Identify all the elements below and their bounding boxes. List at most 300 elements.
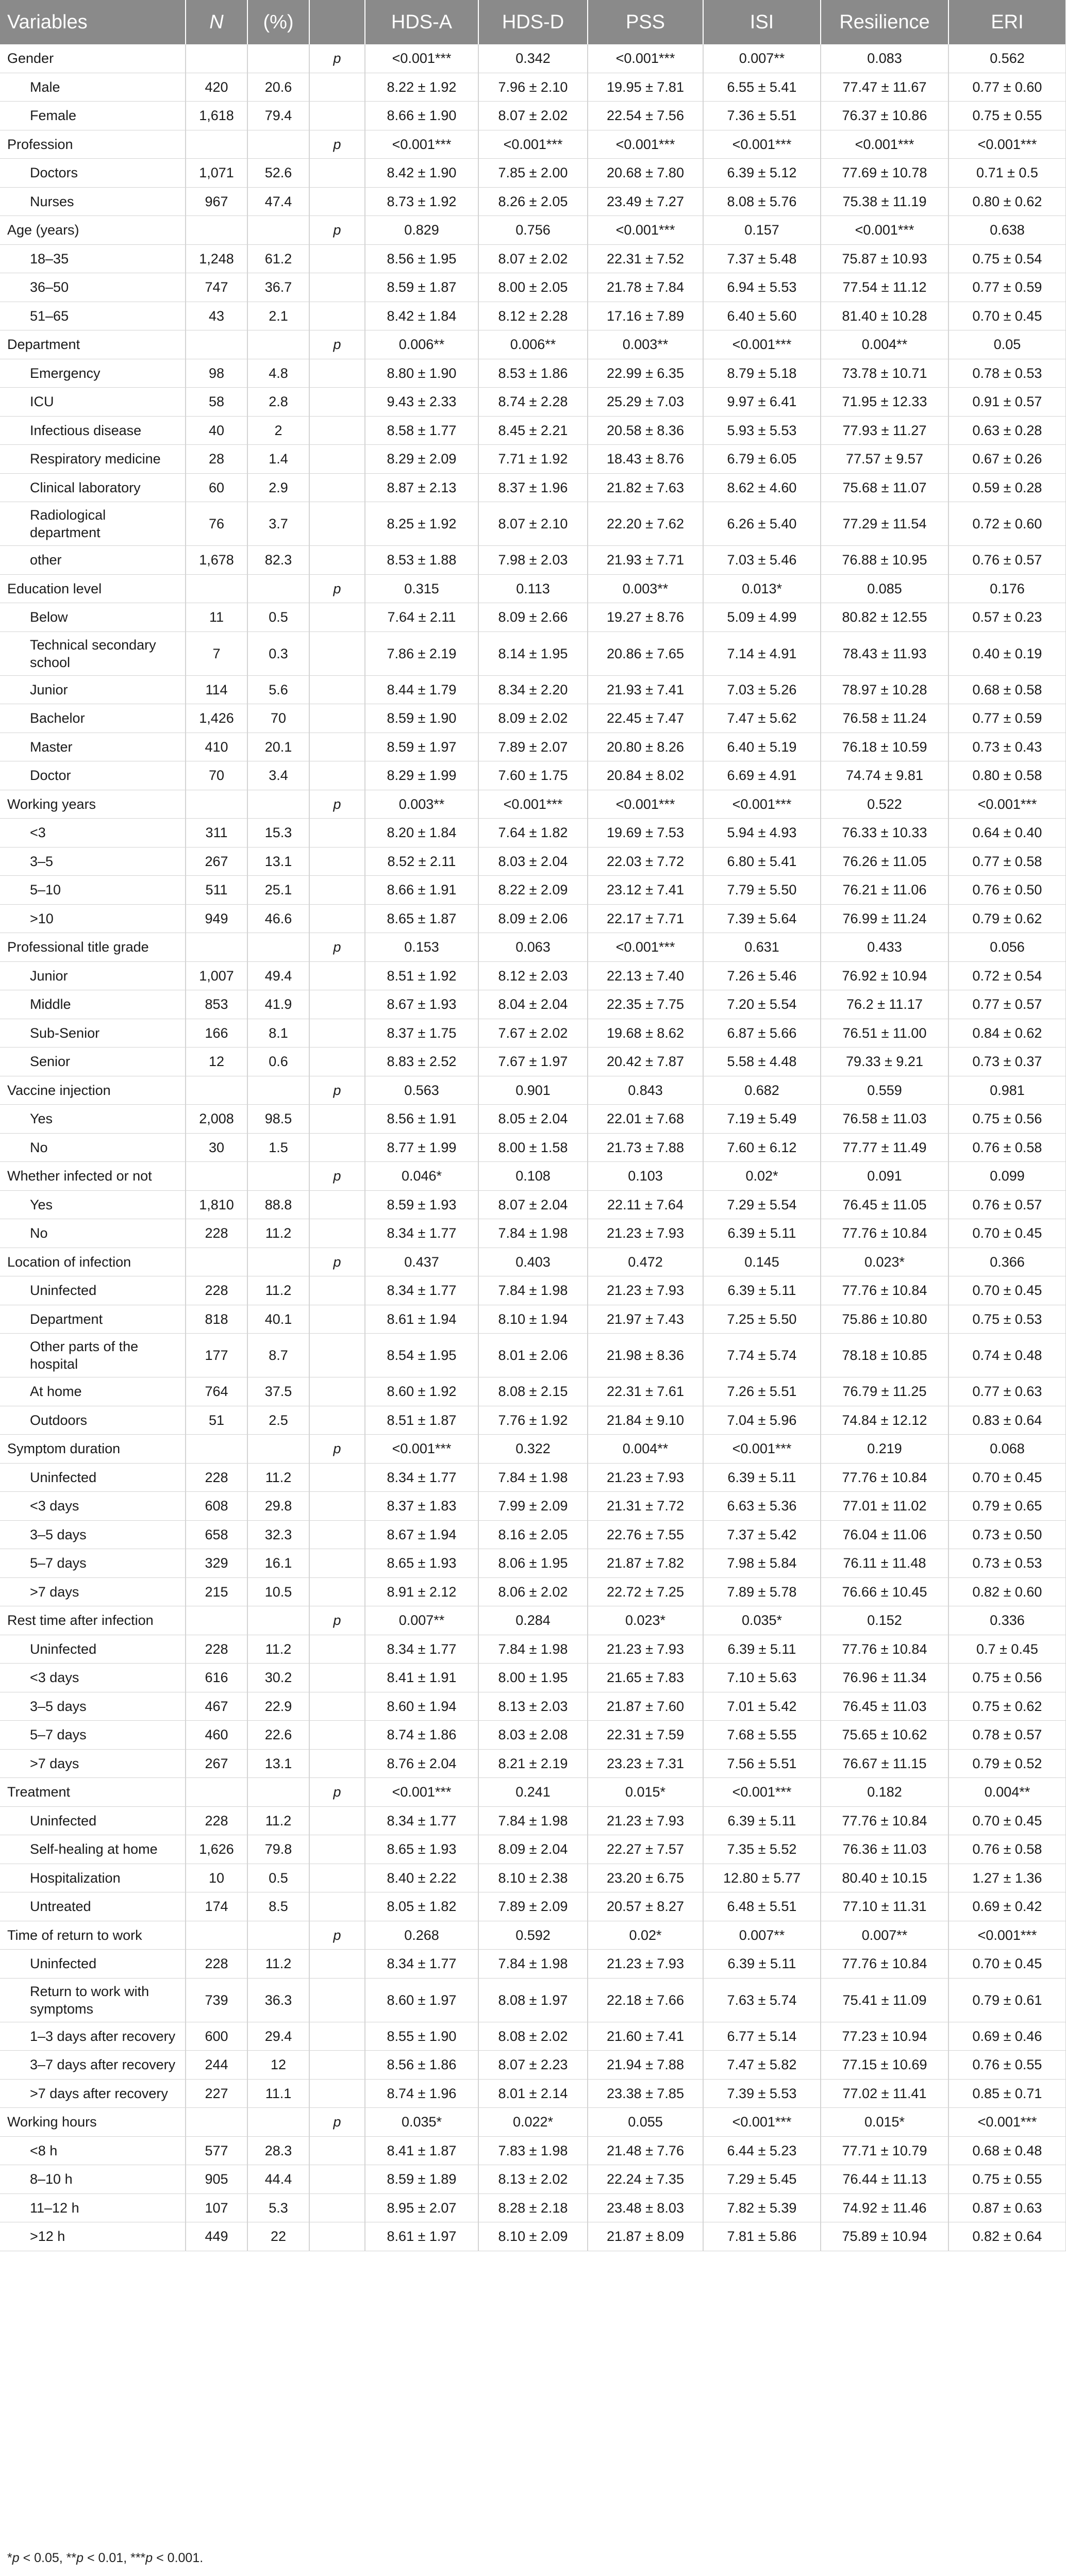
cell-hds-d: 8.01 ± 2.14 (478, 2079, 588, 2108)
cell-resilience: 74.74 ± 9.81 (821, 761, 948, 790)
cell-eri: 0.75 ± 0.56 (948, 1664, 1066, 1692)
cell-hds-a: 8.59 ± 1.97 (365, 733, 478, 761)
cell-resilience: 80.82 ± 12.55 (821, 603, 948, 632)
cell-hds-d: 8.00 ± 1.95 (478, 1664, 588, 1692)
cell-eri: 0.73 ± 0.43 (948, 733, 1066, 761)
row-label: >7 days after recovery (0, 2079, 186, 2108)
cell-n: 1,626 (186, 1835, 247, 1864)
cell-hds-d: 7.84 ± 1.98 (478, 1219, 588, 1248)
cell-n (186, 1248, 247, 1276)
table-row (0, 1219, 1066, 1248)
cell-p-marker (309, 2193, 365, 2222)
cell-resilience: 76.37 ± 10.86 (821, 102, 948, 130)
table-row (0, 273, 1066, 302)
cell-p-marker: p (309, 1076, 365, 1105)
cell-eri: 0.63 ± 0.28 (948, 416, 1066, 445)
cell-hds-d: 8.07 ± 2.04 (478, 1190, 588, 1219)
cell-p-marker (309, 502, 365, 546)
header-eri: ERI (948, 0, 1066, 44)
cell-resilience: 77.76 ± 10.84 (821, 1950, 948, 1979)
cell-resilience: 78.97 ± 10.28 (821, 675, 948, 704)
cell-hds-d: 8.74 ± 2.28 (478, 388, 588, 417)
cell-eri: 0.7 ± 0.45 (948, 1635, 1066, 1664)
cell-resilience: 76.04 ± 11.06 (821, 1520, 948, 1549)
cell-isi: 7.47 ± 5.62 (703, 704, 821, 733)
row-label: Yes (0, 1105, 186, 1134)
table-row (0, 904, 1066, 933)
table-row (0, 1492, 1066, 1521)
cell-n: 10 (186, 1864, 247, 1892)
cell-n: 967 (186, 187, 247, 216)
cell-p-marker (309, 73, 365, 102)
cell-hds-d: 8.26 ± 2.05 (478, 187, 588, 216)
cell-p-marker (309, 1721, 365, 1750)
row-label: Rest time after infection (0, 1606, 186, 1635)
cell-eri: 0.78 ± 0.53 (948, 359, 1066, 388)
cell-hds-a: 8.77 ± 1.99 (365, 1133, 478, 1162)
cell-isi: 7.01 ± 5.42 (703, 1692, 821, 1721)
cell-percent: 8.1 (247, 1019, 309, 1048)
row-label: Gender (0, 44, 186, 73)
cell-p-marker (309, 1806, 365, 1835)
cell-p-marker: p (309, 130, 365, 159)
cell-isi: 6.94 ± 5.53 (703, 273, 821, 302)
cell-hds-d: 0.901 (478, 1076, 588, 1105)
table-row (0, 961, 1066, 990)
cell-p-marker (309, 1334, 365, 1377)
cell-pss: 0.843 (588, 1076, 703, 1105)
cell-percent: 79.4 (247, 102, 309, 130)
cell-percent: 61.2 (247, 244, 309, 273)
cell-hds-d: 8.01 ± 2.06 (478, 1334, 588, 1377)
cell-percent: 0.3 (247, 631, 309, 675)
cell-percent: 5.6 (247, 675, 309, 704)
cell-eri: 0.40 ± 0.19 (948, 631, 1066, 675)
row-label: Education level (0, 574, 186, 603)
cell-hds-a: 8.37 ± 1.83 (365, 1492, 478, 1521)
table-row (0, 1305, 1066, 1334)
cell-p-marker: p (309, 216, 365, 245)
cell-n: 1,007 (186, 961, 247, 990)
cell-eri: 0.70 ± 0.45 (948, 1219, 1066, 1248)
cell-resilience: 76.18 ± 10.59 (821, 733, 948, 761)
cell-pss: 19.69 ± 7.53 (588, 819, 703, 847)
row-label: No (0, 1219, 186, 1248)
cell-eri: 0.70 ± 0.45 (948, 1950, 1066, 1979)
cell-n: 228 (186, 1276, 247, 1305)
table-row (0, 388, 1066, 417)
cell-n: 600 (186, 2022, 247, 2051)
cell-hds-a: 8.56 ± 1.95 (365, 244, 478, 273)
cell-isi: 0.02* (703, 1162, 821, 1191)
cell-percent: 47.4 (247, 187, 309, 216)
cell-pss: 21.60 ± 7.41 (588, 2022, 703, 2051)
cell-pss: 22.01 ± 7.68 (588, 1105, 703, 1134)
cell-hds-d: 8.13 ± 2.03 (478, 1692, 588, 1721)
cell-p-marker (309, 388, 365, 417)
cell-hds-a: 8.56 ± 1.91 (365, 1105, 478, 1134)
row-label: Bachelor (0, 704, 186, 733)
cell-isi: 7.04 ± 5.96 (703, 1406, 821, 1435)
cell-eri: 0.76 ± 0.57 (948, 1190, 1066, 1219)
cell-percent: 1.5 (247, 1133, 309, 1162)
cell-resilience: <0.001*** (821, 216, 948, 245)
cell-hds-d: 8.34 ± 2.20 (478, 675, 588, 704)
cell-n: 577 (186, 2136, 247, 2165)
cell-resilience: 74.92 ± 11.46 (821, 2193, 948, 2222)
cell-hds-d: 7.89 ± 2.09 (478, 1892, 588, 1921)
cell-hds-d: 7.96 ± 2.10 (478, 73, 588, 102)
cell-hds-a: 8.74 ± 1.96 (365, 2079, 478, 2108)
cell-p-marker (309, 761, 365, 790)
cell-eri: 0.76 ± 0.55 (948, 2051, 1066, 2080)
row-label: 36–50 (0, 273, 186, 302)
cell-pss: 0.103 (588, 1162, 703, 1191)
cell-isi: 6.39 ± 5.11 (703, 1806, 821, 1835)
cell-percent: 3.4 (247, 761, 309, 790)
cell-isi: 6.79 ± 6.05 (703, 445, 821, 474)
cell-eri: 0.69 ± 0.42 (948, 1892, 1066, 1921)
table-row (0, 2051, 1066, 2080)
cell-eri: 0.77 ± 0.59 (948, 273, 1066, 302)
cell-isi: 7.03 ± 5.26 (703, 675, 821, 704)
table-row (0, 876, 1066, 905)
cell-percent: 1.4 (247, 445, 309, 474)
cell-resilience: 76.45 ± 11.05 (821, 1190, 948, 1219)
cell-eri: 0.056 (948, 933, 1066, 962)
cell-eri: 0.82 ± 0.60 (948, 1577, 1066, 1606)
cell-resilience: 77.10 ± 11.31 (821, 1892, 948, 1921)
cell-percent: 46.6 (247, 904, 309, 933)
cell-hds-d: 8.09 ± 2.66 (478, 603, 588, 632)
table-row (0, 631, 1066, 675)
cell-pss: 23.23 ± 7.31 (588, 1749, 703, 1778)
cell-pss: 20.57 ± 8.27 (588, 1892, 703, 1921)
cell-percent: 36.3 (247, 1978, 309, 2022)
cell-hds-d: 7.99 ± 2.09 (478, 1492, 588, 1521)
cell-p-marker (309, 961, 365, 990)
cell-percent: 0.5 (247, 1864, 309, 1892)
row-label: >7 days (0, 1749, 186, 1778)
cell-resilience: 78.18 ± 10.85 (821, 1334, 948, 1377)
cell-isi: 7.37 ± 5.42 (703, 1520, 821, 1549)
cell-p-marker: p (309, 2108, 365, 2137)
cell-percent (247, 2108, 309, 2137)
cell-pss: 22.35 ± 7.75 (588, 990, 703, 1019)
cell-hds-a: 8.20 ± 1.84 (365, 819, 478, 847)
cell-hds-a: 8.83 ± 2.52 (365, 1048, 478, 1076)
table-row (0, 1048, 1066, 1076)
cell-eri: <0.001*** (948, 130, 1066, 159)
cell-resilience: 74.84 ± 12.12 (821, 1406, 948, 1435)
row-label: Yes (0, 1190, 186, 1219)
row-label: Self-healing at home (0, 1835, 186, 1864)
row-label: 3–5 days (0, 1692, 186, 1721)
variable-group-row (0, 330, 1066, 359)
cell-percent (247, 790, 309, 819)
cell-eri: <0.001*** (948, 2108, 1066, 2137)
cell-percent: 79.8 (247, 1835, 309, 1864)
cell-eri: 0.68 ± 0.48 (948, 2136, 1066, 2165)
cell-percent (247, 330, 309, 359)
row-label: Male (0, 73, 186, 102)
cell-resilience: 75.38 ± 11.19 (821, 187, 948, 216)
cell-resilience: 0.559 (821, 1076, 948, 1105)
cell-percent (247, 1606, 309, 1635)
row-label: <3 days (0, 1664, 186, 1692)
cell-eri: 0.77 ± 0.60 (948, 73, 1066, 102)
cell-hds-d: 8.07 ± 2.02 (478, 244, 588, 273)
table-row (0, 1577, 1066, 1606)
cell-resilience: 77.29 ± 11.54 (821, 502, 948, 546)
cell-isi: <0.001*** (703, 790, 821, 819)
cell-resilience: 77.76 ± 10.84 (821, 1635, 948, 1664)
cell-hds-d: 7.89 ± 2.07 (478, 733, 588, 761)
cell-n: 228 (186, 1635, 247, 1664)
cell-isi: 8.08 ± 5.76 (703, 187, 821, 216)
table-row (0, 1406, 1066, 1435)
cell-p-marker: p (309, 933, 365, 962)
cell-resilience: 0.182 (821, 1778, 948, 1807)
cell-eri: 0.70 ± 0.45 (948, 1806, 1066, 1835)
row-label: Professional title grade (0, 933, 186, 962)
cell-eri: 0.70 ± 0.45 (948, 302, 1066, 330)
cell-hds-a: 0.003** (365, 790, 478, 819)
row-label: Junior (0, 675, 186, 704)
cell-hds-a: 8.59 ± 1.93 (365, 1190, 478, 1219)
row-label: 11–12 h (0, 2193, 186, 2222)
cell-n: 739 (186, 1978, 247, 2022)
cell-resilience: 0.219 (821, 1435, 948, 1464)
cell-resilience: 77.23 ± 10.94 (821, 2022, 948, 2051)
variable-group-row (0, 790, 1066, 819)
cell-pss: 22.17 ± 7.71 (588, 904, 703, 933)
row-label: Time of return to work (0, 1921, 186, 1950)
cell-pss: <0.001*** (588, 216, 703, 245)
cell-isi: 12.80 ± 5.77 (703, 1864, 821, 1892)
cell-isi: 7.29 ± 5.54 (703, 1190, 821, 1219)
cell-n: 420 (186, 73, 247, 102)
cell-isi: 8.79 ± 5.18 (703, 359, 821, 388)
cell-eri: 0.75 ± 0.53 (948, 1305, 1066, 1334)
cell-pss: 17.16 ± 7.89 (588, 302, 703, 330)
cell-pss: 21.82 ± 7.63 (588, 473, 703, 502)
cell-percent: 11.2 (247, 1950, 309, 1979)
cell-p-marker (309, 1549, 365, 1578)
cell-p-marker (309, 1950, 365, 1979)
header-n: N (186, 0, 247, 44)
cell-n: 949 (186, 904, 247, 933)
cell-p-marker (309, 187, 365, 216)
cell-isi: 7.20 ± 5.54 (703, 990, 821, 1019)
cell-isi: 0.013* (703, 574, 821, 603)
table-row (0, 733, 1066, 761)
table-row (0, 1334, 1066, 1377)
cell-resilience: 75.65 ± 10.62 (821, 1721, 948, 1750)
table-row (0, 102, 1066, 130)
cell-n: 905 (186, 2165, 247, 2194)
row-label: >7 days (0, 1577, 186, 1606)
cell-pss: 22.13 ± 7.40 (588, 961, 703, 990)
variable-group-row (0, 1921, 1066, 1950)
cell-p-marker (309, 1864, 365, 1892)
cell-hds-d: 7.83 ± 1.98 (478, 2136, 588, 2165)
variable-group-row (0, 1076, 1066, 1105)
cell-pss: 21.87 ± 8.09 (588, 2222, 703, 2251)
cell-eri: 0.004** (948, 1778, 1066, 1807)
row-label: Master (0, 733, 186, 761)
row-label: Location of infection (0, 1248, 186, 1276)
row-label: No (0, 1133, 186, 1162)
cell-pss: 22.99 ± 6.35 (588, 359, 703, 388)
cell-isi: 7.81 ± 5.86 (703, 2222, 821, 2251)
cell-hds-a: 8.42 ± 1.84 (365, 302, 478, 330)
cell-hds-a: 8.29 ± 2.09 (365, 445, 478, 474)
cell-p-marker (309, 2222, 365, 2251)
cell-n (186, 1162, 247, 1191)
table-row (0, 502, 1066, 546)
cell-hds-a: 8.55 ± 1.90 (365, 2022, 478, 2051)
cell-hds-a: 0.153 (365, 933, 478, 962)
cell-resilience: 77.76 ± 10.84 (821, 1463, 948, 1492)
variable-group-row (0, 1248, 1066, 1276)
row-label: Doctor (0, 761, 186, 790)
table-row (0, 1806, 1066, 1835)
cell-n: 58 (186, 388, 247, 417)
table-row (0, 761, 1066, 790)
cell-percent: 30.2 (247, 1664, 309, 1692)
cell-n (186, 574, 247, 603)
cell-hds-d: 8.13 ± 2.02 (478, 2165, 588, 2194)
cell-p-marker (309, 1463, 365, 1492)
cell-p-marker (309, 1377, 365, 1406)
variable-group-row (0, 933, 1066, 962)
cell-hds-a: 8.66 ± 1.91 (365, 876, 478, 905)
footnote-text: < 0.05, ** (19, 2551, 77, 2565)
variable-group-row (0, 130, 1066, 159)
cell-isi: 6.80 ± 5.41 (703, 847, 821, 876)
cell-percent: 37.5 (247, 1377, 309, 1406)
row-label: Doctors (0, 159, 186, 188)
row-label: Uninfected (0, 1463, 186, 1492)
cell-pss: 20.86 ± 7.65 (588, 631, 703, 675)
cell-percent: 49.4 (247, 961, 309, 990)
cell-resilience: 0.522 (821, 790, 948, 819)
cell-n: 853 (186, 990, 247, 1019)
cell-hds-d: 8.03 ± 2.04 (478, 847, 588, 876)
cell-percent: 3.7 (247, 502, 309, 546)
row-label: Age (years) (0, 216, 186, 245)
cell-eri: 0.68 ± 0.58 (948, 675, 1066, 704)
row-label: Junior (0, 961, 186, 990)
row-label: Emergency (0, 359, 186, 388)
cell-p-marker (309, 1406, 365, 1435)
cell-eri: 0.099 (948, 1162, 1066, 1191)
cell-hds-d: 7.71 ± 1.92 (478, 445, 588, 474)
cell-p-marker (309, 876, 365, 905)
cell-pss: 22.20 ± 7.62 (588, 502, 703, 546)
cell-n (186, 1435, 247, 1464)
cell-isi: 6.55 ± 5.41 (703, 73, 821, 102)
cell-percent: 11.1 (247, 2079, 309, 2108)
table-row (0, 2222, 1066, 2251)
table-row (0, 1978, 1066, 2022)
cell-isi: 7.39 ± 5.53 (703, 2079, 821, 2108)
cell-p-marker (309, 2165, 365, 2194)
cell-pss: 18.43 ± 8.76 (588, 445, 703, 474)
cell-p-marker: p (309, 574, 365, 603)
row-label: Uninfected (0, 1806, 186, 1835)
row-label: ICU (0, 388, 186, 417)
cell-resilience: 76.58 ± 11.03 (821, 1105, 948, 1134)
cell-resilience: 78.43 ± 11.93 (821, 631, 948, 675)
cell-p-marker (309, 603, 365, 632)
table-row (0, 1190, 1066, 1219)
cell-resilience: 76.33 ± 10.33 (821, 819, 948, 847)
cell-n: 7 (186, 631, 247, 675)
cell-hds-d: 8.09 ± 2.06 (478, 904, 588, 933)
cell-hds-a: <0.001*** (365, 1435, 478, 1464)
cell-eri: 0.71 ± 0.5 (948, 159, 1066, 188)
cell-isi: <0.001*** (703, 2108, 821, 2137)
cell-hds-a: 8.95 ± 2.07 (365, 2193, 478, 2222)
cell-isi: 8.62 ± 4.60 (703, 473, 821, 502)
cell-eri: 0.76 ± 0.58 (948, 1133, 1066, 1162)
cell-n: 658 (186, 1520, 247, 1549)
cell-hds-d: 8.09 ± 2.04 (478, 1835, 588, 1864)
cell-hds-d: 8.05 ± 2.04 (478, 1105, 588, 1134)
cell-pss: 19.68 ± 8.62 (588, 1019, 703, 1048)
cell-isi: 7.10 ± 5.63 (703, 1664, 821, 1692)
cell-hds-a: 8.42 ± 1.90 (365, 159, 478, 188)
cell-pss: 21.98 ± 8.36 (588, 1334, 703, 1377)
cell-isi: 7.39 ± 5.64 (703, 904, 821, 933)
cell-n: 60 (186, 473, 247, 502)
cell-pss: 22.27 ± 7.57 (588, 1835, 703, 1864)
cell-hds-d: 0.108 (478, 1162, 588, 1191)
table-row (0, 1892, 1066, 1921)
header-hds-d: HDS-D (478, 0, 588, 44)
cell-pss: 21.94 ± 7.88 (588, 2051, 703, 2080)
cell-resilience: 76.26 ± 11.05 (821, 847, 948, 876)
cell-hds-a: 8.34 ± 1.77 (365, 1276, 478, 1305)
cell-hds-d: 8.22 ± 2.09 (478, 876, 588, 905)
cell-hds-d: 0.284 (478, 1606, 588, 1635)
cell-hds-d: 7.84 ± 1.98 (478, 1276, 588, 1305)
cell-resilience: 77.71 ± 10.79 (821, 2136, 948, 2165)
cell-isi: <0.001*** (703, 330, 821, 359)
cell-resilience: 76.99 ± 11.24 (821, 904, 948, 933)
cell-isi: 7.60 ± 6.12 (703, 1133, 821, 1162)
cell-pss: <0.001*** (588, 790, 703, 819)
row-label: Symptom duration (0, 1435, 186, 1464)
cell-n: 11 (186, 603, 247, 632)
cell-eri: 0.84 ± 0.62 (948, 1019, 1066, 1048)
cell-hds-a: 8.59 ± 1.87 (365, 273, 478, 302)
header-percent: (%) (247, 0, 309, 44)
cell-eri: 0.77 ± 0.58 (948, 847, 1066, 876)
cell-eri: 0.83 ± 0.64 (948, 1406, 1066, 1435)
cell-hds-d: 0.322 (478, 1435, 588, 1464)
table-row (0, 1664, 1066, 1692)
cell-p-marker (309, 675, 365, 704)
cell-p-marker: p (309, 1921, 365, 1950)
cell-hds-d: 0.063 (478, 933, 588, 962)
table-row (0, 445, 1066, 474)
cell-p-marker (309, 1664, 365, 1692)
cell-percent: 11.2 (247, 1276, 309, 1305)
row-label: Outdoors (0, 1406, 186, 1435)
